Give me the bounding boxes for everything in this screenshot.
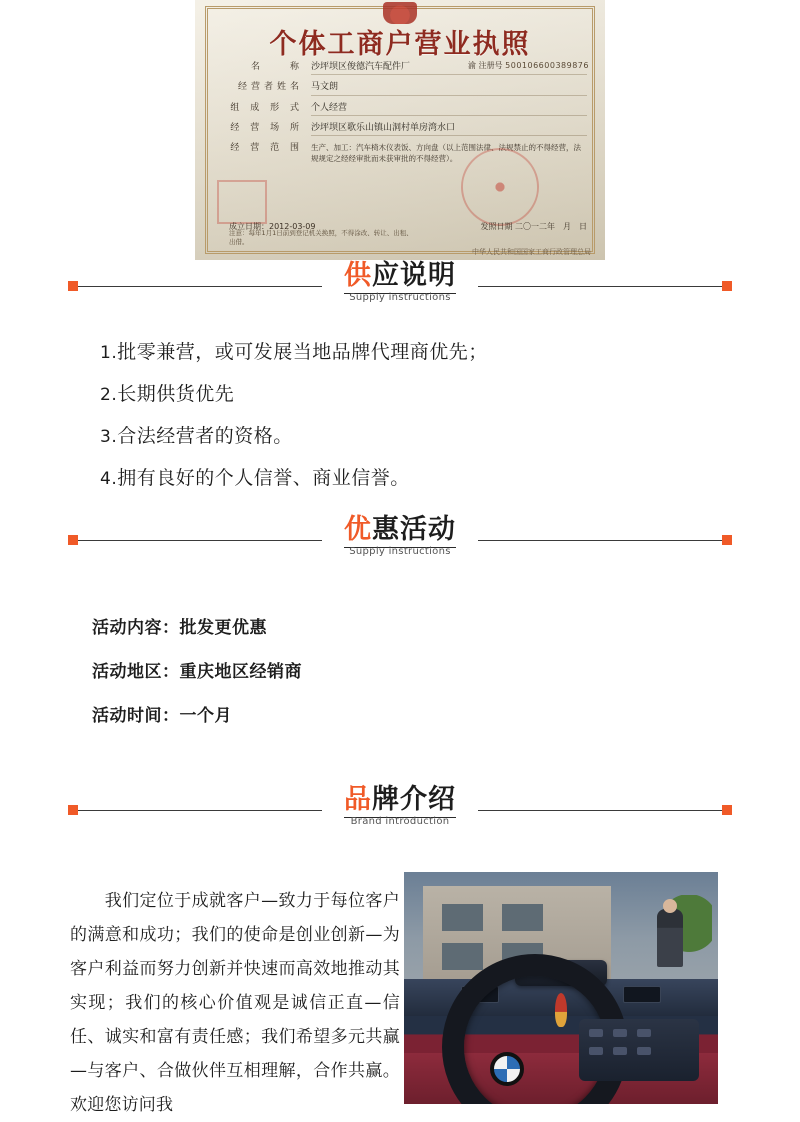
photo-console-button <box>637 1029 651 1037</box>
photo-center-console <box>579 1019 699 1081</box>
photo-pedestrian <box>657 909 683 967</box>
list-item-number: 1. <box>100 343 118 363</box>
photo-window <box>442 943 483 970</box>
license-field <box>229 103 587 116</box>
license-field-label: 经 营 范 围 <box>230 143 303 153</box>
heading-title-cn-first: 优 <box>344 514 372 545</box>
photo-console-button <box>613 1029 627 1037</box>
license-field <box>229 82 587 95</box>
photo-car-logo-icon <box>490 1052 524 1086</box>
license-issue-date-value: 二〇一二年 月 日 <box>515 222 587 231</box>
license-field <box>229 62 587 75</box>
license-field-value: 沙坪坝区俊德汽车配件厂 <box>311 62 587 75</box>
license-paper <box>195 0 605 260</box>
photo-window <box>502 904 543 931</box>
list-item <box>100 332 700 374</box>
list-item-text: 拥有良好的个人信誉、商业信誉。 <box>117 467 410 489</box>
license-authority-footer: 中华人民共和国国家工商行政管理总局 <box>472 248 591 256</box>
heading-title-cn <box>344 784 456 816</box>
supply-instruction-list <box>100 332 700 500</box>
license-issue-date <box>480 221 587 232</box>
heading-title-cn-rest: 牌介绍 <box>372 784 456 815</box>
heading-title-en: Supply instructions <box>349 546 451 557</box>
license-reg-number: 500106600389876 <box>505 61 589 70</box>
heading-dot-left-icon <box>68 281 78 291</box>
license-field-value: 生产、加工：汽车椅木仪表饭、方向盘（以上范围法律、法规禁止的不得经营，法规规定之经经审批而未获审批的不得经营）。 <box>311 143 581 163</box>
list-item-text: 批零兼营，或可发展当地品牌代理商优先； <box>117 341 488 363</box>
list-item-number: 3. <box>100 427 118 447</box>
heading-title-cn-rest: 应说明 <box>372 260 456 291</box>
list-item: 活动时间：一个月 <box>92 706 232 726</box>
list-item <box>100 416 700 458</box>
photo-console-button <box>637 1047 651 1055</box>
photo-window <box>442 904 483 931</box>
photo-console-button <box>589 1047 603 1055</box>
license-note: 注意：每年1月1日前到登记机关换照，不得涂改、转让、出租、出借。 <box>229 229 413 246</box>
heading-title-box <box>322 260 478 303</box>
list-item-text: 合法经营者的资格。 <box>117 425 293 447</box>
list-item: 活动内容：批发更优惠 <box>92 618 267 638</box>
license-field-label: 名 称 <box>250 62 303 72</box>
heading-title-cn-first: 供 <box>344 260 372 291</box>
license-field-value: 个人经营 <box>311 103 587 116</box>
photo-console-button <box>589 1029 603 1037</box>
heading-title-cn <box>344 260 456 292</box>
list-item-number: 4. <box>100 469 118 489</box>
license-field-label: 组 成 形 式 <box>230 102 303 113</box>
license-reg-label: 注册号 <box>478 61 503 70</box>
heading-title-box <box>322 784 478 827</box>
license-field <box>229 143 587 166</box>
heading-title-en: Supply instructions <box>349 292 451 303</box>
license-field-list <box>229 62 587 173</box>
list-item-number: 2. <box>100 385 118 405</box>
license-field <box>229 123 587 136</box>
list-item: 活动地区：重庆地区经销商 <box>92 662 302 682</box>
heading-dot-left-icon <box>68 535 78 545</box>
section-heading-promotion <box>72 514 728 568</box>
brand-introduction-text: 我们定位于成就客户—致力于每位客户的满意和成功；我们的使命是创业创新—为客户利益而努力创新并快速而高效地推动其实现；我们的核心价值观是诚信正直—信任、诚实和富有责任感；我们希望多元共赢—与客户、合做伙伴互相理解，合作共赢。欢迎您访问我 <box>70 891 400 1115</box>
business-license-image <box>195 0 605 260</box>
license-field-value: 沙坪坝区歌乐山镇山洞村单房湾水口 <box>311 123 587 136</box>
list-item <box>100 458 700 500</box>
promotion-detail-list <box>92 606 800 738</box>
list-item <box>100 374 700 416</box>
car-interior-photo <box>404 872 718 1104</box>
section-heading-brand <box>72 784 728 838</box>
license-issue-date-label: 发照日期 <box>480 222 513 231</box>
brand-introduction-block <box>0 864 800 1114</box>
heading-title-cn <box>344 514 456 546</box>
heading-dot-right-icon <box>722 535 732 545</box>
license-field-value: 马文朗 <box>311 82 587 95</box>
section-heading-supply <box>72 260 728 314</box>
heading-dot-right-icon <box>722 281 732 291</box>
license-field-label: 经营者姓名 <box>237 82 303 93</box>
heading-title-en: Brand introduction <box>350 816 450 827</box>
license-square-stamp <box>217 180 267 224</box>
heading-title-cn-first: 品 <box>344 784 372 815</box>
list-item-text: 长期供货优先 <box>117 383 235 405</box>
license-reg-prefix: 渝 <box>468 61 477 70</box>
license-field-label: 经 营 场 所 <box>230 122 303 133</box>
heading-dot-right-icon <box>722 805 732 815</box>
license-title: 个体工商户营业执照 <box>269 29 531 60</box>
national-emblem-icon <box>383 2 417 24</box>
photo-air-vent <box>623 986 661 1003</box>
heading-title-cn-rest: 惠活动 <box>372 514 456 545</box>
photo-console-button <box>613 1047 627 1055</box>
license-establish-date: 成立日期：2012-03-09 <box>229 222 316 231</box>
heading-dot-left-icon <box>68 805 78 815</box>
heading-title-box <box>322 514 478 557</box>
